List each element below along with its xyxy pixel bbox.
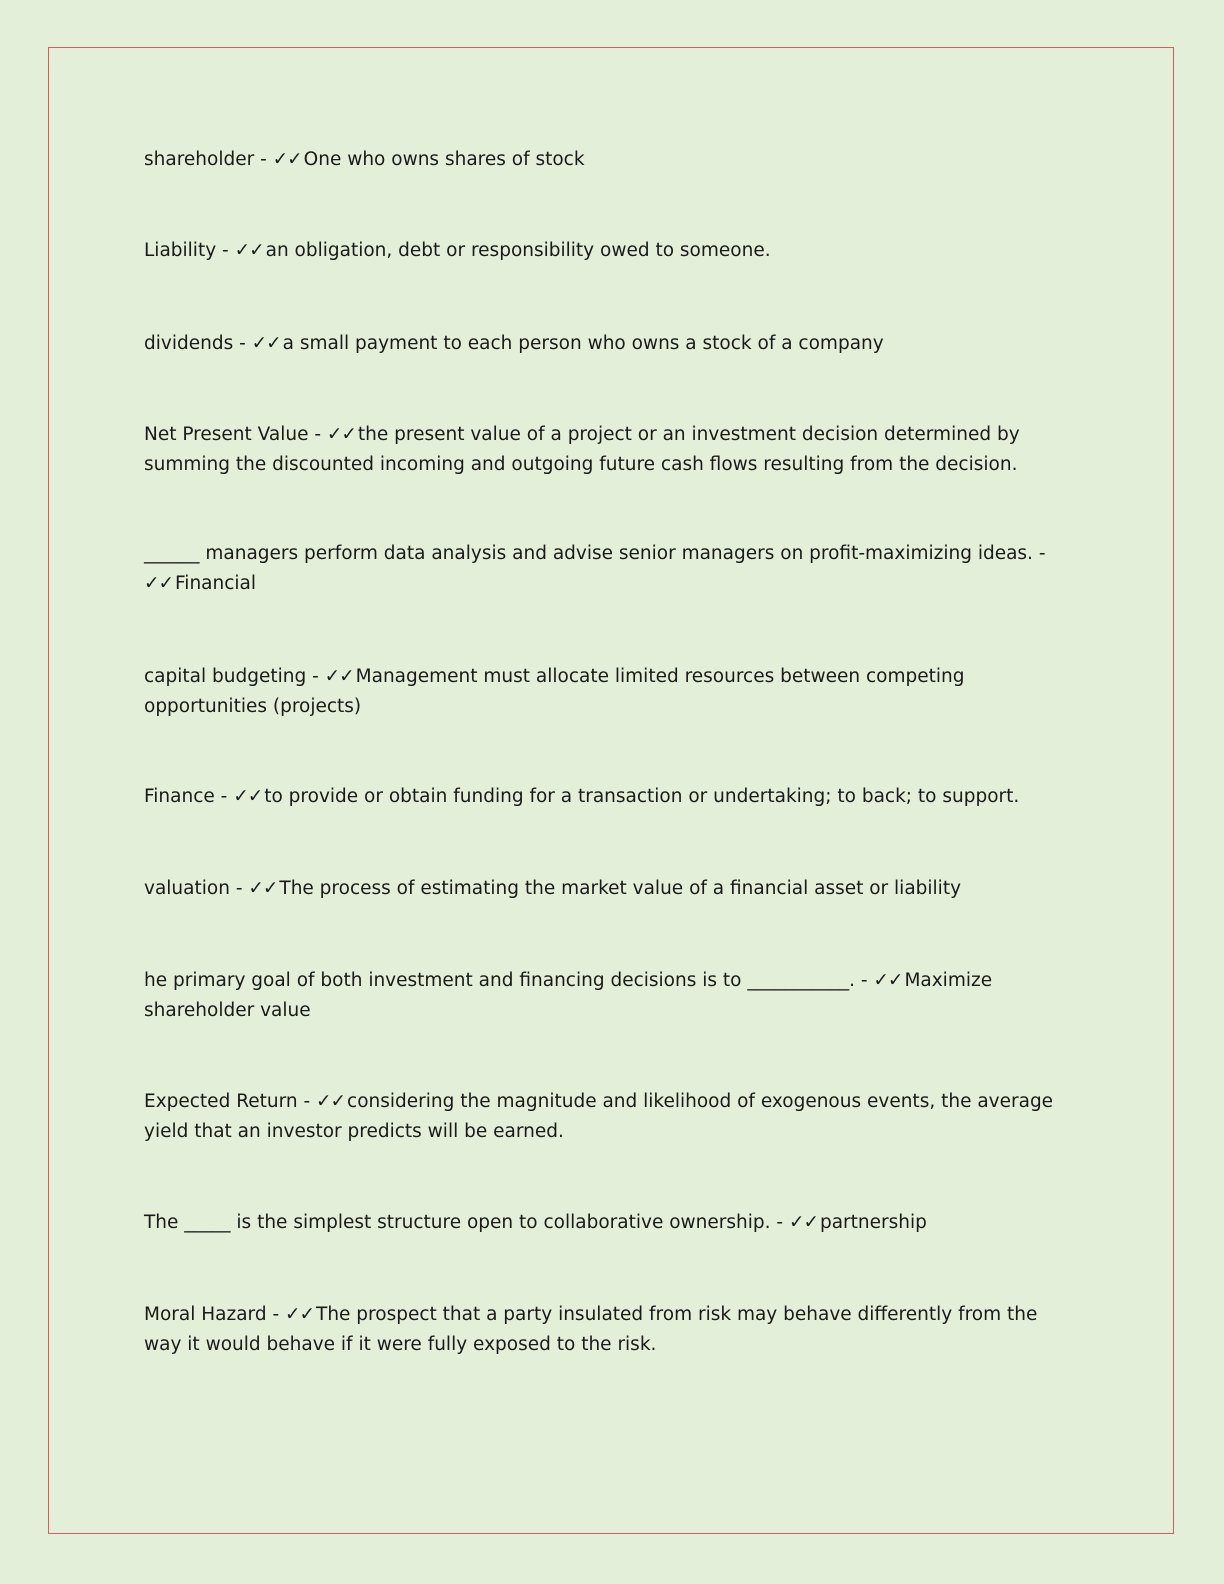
entry-dividends — [144, 329, 1074, 359]
entry-financial-managers — [144, 539, 1074, 598]
separator: - — [229, 878, 249, 899]
entry-term: Liability — [144, 240, 217, 261]
entry-term: he primary goal of both investment and financing decisions is to ___________. — [144, 970, 855, 991]
entry-term: dividends — [144, 333, 234, 354]
separator: - — [297, 1091, 317, 1112]
entry-term: ______ managers perform data analysis and advise senior managers on profit-maximizing ideas. — [144, 543, 1033, 564]
separator: - — [308, 424, 327, 445]
check-icon: ✓✓ — [251, 333, 281, 354]
entry-answer: Management must allocate limited resources between competing opportunities (projects) — [144, 666, 965, 717]
check-icon: ✓✓ — [234, 240, 264, 261]
entry-term: shareholder — [144, 149, 255, 170]
entry-term: The _____ is the simplest structure open to collaborative ownership. — [144, 1212, 771, 1233]
entry-term: capital budgeting — [144, 666, 307, 687]
entry-answer: an obligation, debt or responsibility owed to someone. — [265, 240, 771, 261]
entry-term: Expected Return — [144, 1091, 298, 1112]
check-icon: ✓✓ — [326, 424, 356, 445]
entry-partnership — [144, 1208, 1074, 1238]
check-icon: ✓✓ — [324, 666, 354, 687]
entry-term: Finance — [144, 786, 215, 807]
entry-primary-goal — [144, 966, 1074, 1025]
separator: - — [854, 970, 874, 991]
separator: - — [254, 149, 273, 170]
entry-expected-return — [144, 1087, 1074, 1146]
entry-capital-budgeting — [144, 662, 1074, 721]
check-icon: ✓✓ — [285, 1304, 315, 1325]
separator: - — [306, 666, 325, 687]
entry-term: valuation — [144, 878, 230, 899]
check-icon: ✓✓ — [788, 1212, 818, 1233]
entry-shareholder — [144, 145, 1074, 175]
entry-answer: The prospect that a party insulated from risk may behave differently from the way it would behave if it were fully exposed to the risk. — [144, 1304, 1038, 1355]
entry-moral-hazard — [144, 1300, 1074, 1359]
entry-answer: The process of estimating the market value of a financial asset or liability — [279, 878, 962, 899]
entry-liability — [144, 236, 1074, 266]
check-icon: ✓✓ — [248, 878, 278, 899]
entry-answer: partnership — [819, 1212, 927, 1233]
separator: - — [214, 786, 234, 807]
entry-term: Moral Hazard — [144, 1304, 267, 1325]
entry-finance — [144, 782, 1074, 812]
entry-answer: Financial — [175, 572, 257, 594]
separator: - — [1032, 543, 1046, 564]
separator: - — [266, 1304, 285, 1325]
entry-valuation — [144, 874, 1074, 904]
check-icon: ✓✓ — [873, 970, 903, 991]
check-icon: ✓✓ — [233, 786, 263, 807]
entry-answer: considering the magnitude and likelihood of exogenous events, the average yield that an investor predicts will be earned. — [144, 1091, 1054, 1142]
entry-answer: One who owns shares of stock — [303, 149, 585, 170]
entry-term: Net Present Value — [144, 424, 309, 445]
separator: - — [770, 1212, 789, 1233]
check-icon: ✓✓ — [144, 572, 174, 594]
entry-answer: to provide or obtain funding for a transaction or undertaking; to back; to support. — [264, 786, 1020, 807]
separator: - — [216, 240, 235, 261]
check-icon: ✓✓ — [316, 1091, 346, 1112]
check-icon: ✓✓ — [272, 149, 302, 170]
entry-answer: the present value of a project or an investment decision determined by summing the discounted incoming and outgoing future cash flows resulting from the decision. — [144, 424, 1020, 475]
entry-answer: Maximize shareholder value — [144, 970, 993, 1021]
entry-answer: a small payment to each person who owns a stock of a company — [282, 333, 884, 354]
separator: - — [233, 333, 252, 354]
entry-net-present-value — [144, 420, 1074, 479]
